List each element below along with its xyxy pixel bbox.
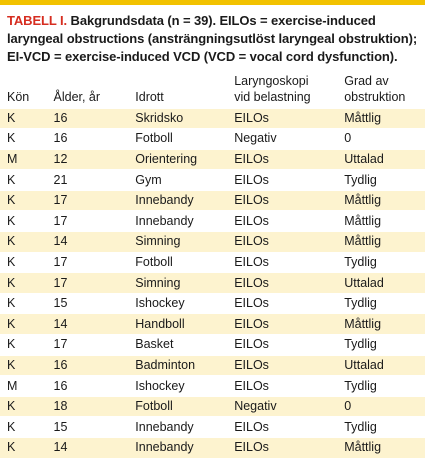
cell-kon: K <box>0 211 54 232</box>
cell-alder: 12 <box>54 149 136 170</box>
cell-idrott: Innebandy <box>135 190 234 211</box>
cell-laryngoskopi: Negativ <box>234 396 344 417</box>
cell-idrott: Gym <box>135 170 234 191</box>
cell-grad: Tydlig <box>344 335 425 356</box>
table-body <box>0 108 425 458</box>
table-row <box>0 129 425 150</box>
cell-laryngoskopi: EILOs <box>234 293 344 314</box>
table-row <box>0 355 425 376</box>
cell-idrott: Basket <box>135 335 234 356</box>
cell-kon: K <box>0 232 54 253</box>
cell-alder: 21 <box>54 170 136 191</box>
cell-laryngoskopi: EILOs <box>234 355 344 376</box>
cell-laryngoskopi: EILOs <box>234 273 344 294</box>
cell-grad: Måttlig <box>344 108 425 129</box>
cell-grad: Tydlig <box>344 293 425 314</box>
table-row <box>0 149 425 170</box>
cell-alder: 17 <box>54 252 136 273</box>
cell-alder: 16 <box>54 108 136 129</box>
cell-idrott: Fotboll <box>135 252 234 273</box>
cell-idrott: Simning <box>135 232 234 253</box>
table-row <box>0 232 425 253</box>
cell-kon: K <box>0 355 54 376</box>
cell-alder: 17 <box>54 211 136 232</box>
cell-grad: Tydlig <box>344 417 425 438</box>
cell-alder: 16 <box>54 129 136 150</box>
cell-grad: Tydlig <box>344 170 425 191</box>
table-row <box>0 293 425 314</box>
cell-idrott: Fotboll <box>135 129 234 150</box>
top-accent-bar <box>0 0 425 5</box>
cell-grad: Måttlig <box>344 190 425 211</box>
cell-idrott: Innebandy <box>135 438 234 458</box>
header-grad-line1: Grad av <box>344 73 389 88</box>
header-alder: Ålder, år <box>53 89 101 104</box>
table-row <box>0 211 425 232</box>
cell-kon: K <box>0 335 54 356</box>
cell-alder: 17 <box>54 273 136 294</box>
cell-grad: 0 <box>344 396 425 417</box>
cell-idrott: Simning <box>135 273 234 294</box>
cell-alder: 18 <box>54 396 136 417</box>
cell-idrott: Fotboll <box>135 396 234 417</box>
cell-alder: 14 <box>54 314 136 335</box>
cell-laryngoskopi: EILOs <box>234 170 344 191</box>
cell-kon: K <box>0 417 54 438</box>
table-row <box>0 376 425 397</box>
cell-grad: Uttalad <box>344 273 425 294</box>
header-kon: Kön <box>7 89 30 104</box>
cell-grad: Uttalad <box>344 149 425 170</box>
header-grad-line2: obstruktion <box>344 89 406 104</box>
cell-kon: K <box>0 190 54 211</box>
table-row <box>0 190 425 211</box>
cell-idrott: Orientering <box>135 149 234 170</box>
cell-grad: Tydlig <box>344 376 425 397</box>
cell-kon: K <box>0 396 54 417</box>
cell-grad: 0 <box>344 129 425 150</box>
table-caption <box>7 12 419 66</box>
header-idrott: Idrott <box>135 89 164 104</box>
cell-laryngoskopi: EILOs <box>234 190 344 211</box>
cell-grad: Måttlig <box>344 211 425 232</box>
caption-text: Bakgrundsdata (n = 39). EILOs = exercise-induced laryngeal obstructions (ansträngningsutlöst laryngeal obstruktion); EI-VCD = exercise-induced VCD (VCD = vocal cord dysfunction). <box>7 13 418 64</box>
cell-idrott: Innebandy <box>135 417 234 438</box>
table-row <box>0 273 425 294</box>
cell-alder: 15 <box>54 417 136 438</box>
cell-laryngoskopi: EILOs <box>234 438 344 458</box>
cell-laryngoskopi: EILOs <box>234 232 344 253</box>
cell-kon: K <box>0 293 54 314</box>
cell-alder: 14 <box>54 438 136 458</box>
cell-laryngoskopi: EILOs <box>234 335 344 356</box>
cell-kon: K <box>0 252 54 273</box>
cell-alder: 17 <box>54 190 136 211</box>
cell-kon: K <box>0 273 54 294</box>
table-row <box>0 170 425 191</box>
header-grad <box>344 70 425 108</box>
cell-laryngoskopi: EILOs <box>234 252 344 273</box>
cell-grad: Uttalad <box>344 355 425 376</box>
cell-laryngoskopi: EILOs <box>234 314 344 335</box>
cell-kon: K <box>0 438 54 458</box>
cell-idrott: Innebandy <box>135 211 234 232</box>
table-row <box>0 108 425 129</box>
cell-kon: K <box>0 170 54 191</box>
background-data-table <box>0 70 425 458</box>
cell-alder: 16 <box>54 376 136 397</box>
cell-idrott: Ishockey <box>135 376 234 397</box>
cell-idrott: Ishockey <box>135 293 234 314</box>
cell-idrott: Skridsko <box>135 108 234 129</box>
cell-grad: Måttlig <box>344 438 425 458</box>
table-row <box>0 396 425 417</box>
cell-grad: Måttlig <box>344 232 425 253</box>
cell-kon: K <box>0 108 54 129</box>
cell-laryngoskopi: EILOs <box>234 108 344 129</box>
header-laryngoskopi-line2: vid belastning <box>234 89 311 104</box>
table-label: TABELL I. <box>7 13 68 28</box>
cell-laryngoskopi: Negativ <box>234 129 344 150</box>
cell-laryngoskopi: EILOs <box>234 417 344 438</box>
cell-kon: M <box>0 149 54 170</box>
cell-laryngoskopi: EILOs <box>234 376 344 397</box>
cell-alder: 16 <box>54 355 136 376</box>
cell-alder: 17 <box>54 335 136 356</box>
table-row <box>0 417 425 438</box>
cell-laryngoskopi: EILOs <box>234 149 344 170</box>
cell-laryngoskopi: EILOs <box>234 211 344 232</box>
cell-alder: 15 <box>54 293 136 314</box>
cell-grad: Måttlig <box>344 314 425 335</box>
header-row <box>0 70 425 108</box>
table-row <box>0 438 425 458</box>
cell-kon: K <box>0 314 54 335</box>
cell-idrott: Badminton <box>135 355 234 376</box>
table-row <box>0 252 425 273</box>
cell-kon: K <box>0 129 54 150</box>
table-row <box>0 314 425 335</box>
cell-kon: M <box>0 376 54 397</box>
header-laryngoskopi-line1: Laryngoskopi <box>234 73 309 88</box>
cell-idrott: Handboll <box>135 314 234 335</box>
cell-alder: 14 <box>54 232 136 253</box>
header-laryngoskopi <box>234 70 344 108</box>
table-row <box>0 335 425 356</box>
cell-grad: Tydlig <box>344 252 425 273</box>
